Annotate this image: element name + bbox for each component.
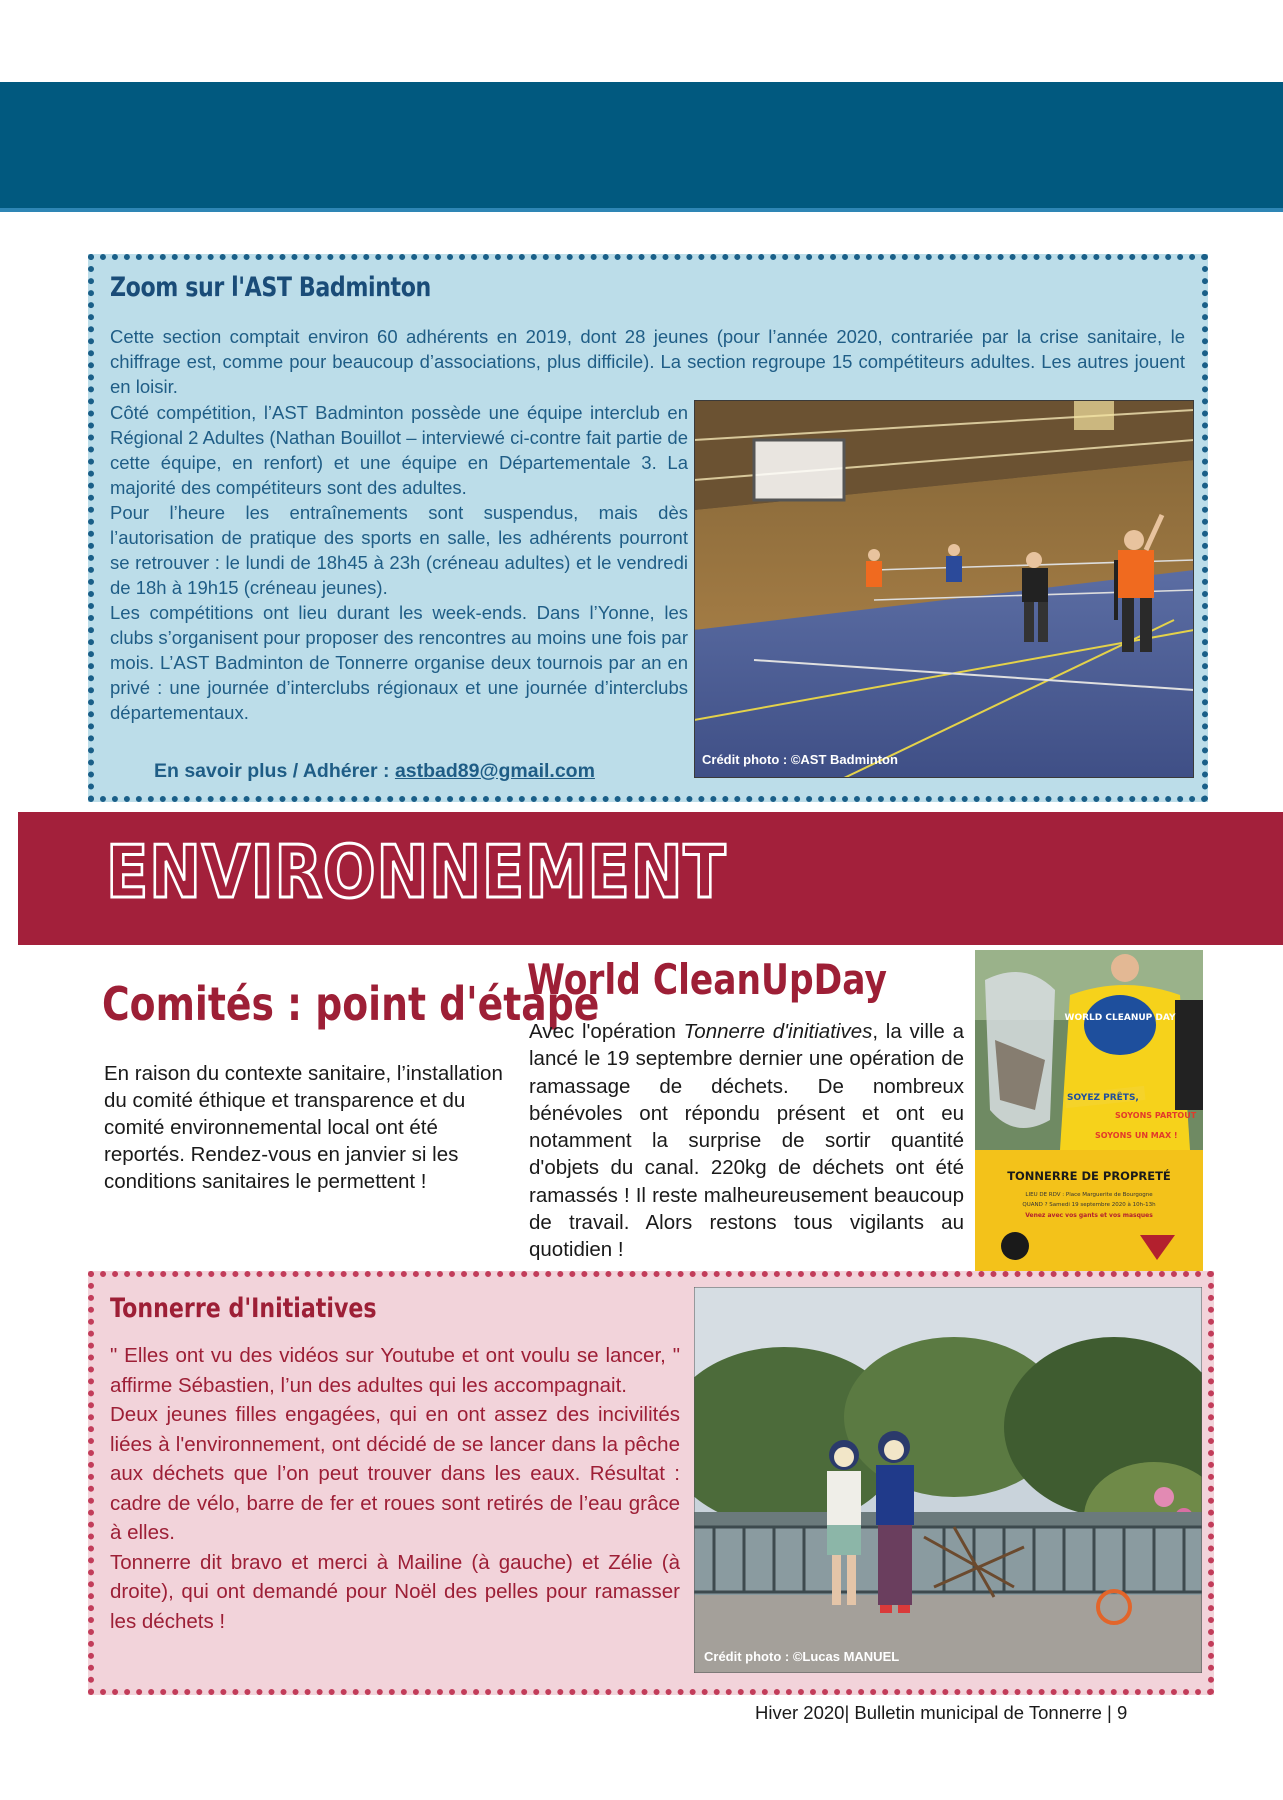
section-title: ENVIRONNEMENT	[106, 830, 727, 914]
initiatives-paragraph: " Elles ont vu des vidéos sur Youtube et ont voulu se lancer, " affirme Sébastien, l’un des adultes qui les accompagnait.	[110, 1344, 680, 1397]
cleanup-text-end: , la ville a lancé le 19 septembre dernier une opération de ramassage de déchets. De nombreux bénévoles ont répondu présent et ont eu notamment la surprise de sortir quantité d'objets du canal. 220kg de déchets ont été ramassés ! Il reste malheureusement beaucoup de travail. Alors restons tous vigilants au quotidien !	[529, 1020, 964, 1262]
cleanup-title: World CleanUpDay	[527, 955, 887, 1004]
poster-line-1: LIEU DE RDV : Place Marguerite de Bourgogne	[1025, 1192, 1153, 1198]
initiatives-photo	[694, 1287, 1202, 1673]
cleanup-poster	[975, 950, 1203, 1272]
initiatives-paragraph: Deux jeunes filles engagées, qui en ont assez des incivilités liées à l'environnement, ont décidé de se lancer dans la pêche aux déchets que l’on peut trouver dans les eaux. Résultat : cadre de vélo, barre de fer et roues sont retirés de l’eau grâce à elles.	[110, 1403, 680, 1544]
badminton-box	[88, 254, 1208, 802]
shirt-text: WORLD CLEANUP DAY	[1064, 1013, 1176, 1023]
badminton-body	[110, 400, 688, 725]
page-footer: Hiver 2020| Bulletin municipal de Tonnerre | 9	[755, 1702, 1128, 1723]
comites-title: Comités : point d'étape	[102, 977, 600, 1031]
badminton-gym-photo	[694, 400, 1194, 778]
initiatives-paragraph: Tonnerre dit bravo et merci à Mailine (à gauche) et Zélie (à droite), qui ont demandé pour Noël des pelles pour ramasser les déchets !	[110, 1550, 680, 1633]
poster-illustration	[975, 950, 1203, 1272]
initiatives-box	[88, 1271, 1214, 1695]
river-photo-illustration	[694, 1287, 1202, 1673]
gym-illustration	[694, 400, 1194, 778]
cleanup-text-italic: Tonnerre d'initiatives	[683, 1020, 873, 1043]
badminton-paragraph: Pour l’heure les entraînements sont suspendus, mais dès l’autorisation de pratique des sports en salle, les adhérents pourront se retrouver : le lundi de 18h45 à 23h (créneau adultes) et le vendredi de 18h à 19h15 (créneau jeunes).	[110, 502, 688, 598]
poster-tag-3: SOYONS UN MAX !	[1095, 1131, 1178, 1140]
badminton-title: Zoom sur l'AST Badminton	[110, 272, 431, 303]
header-band	[0, 82, 1283, 212]
badminton-more-info	[154, 760, 595, 783]
environnement-banner	[18, 812, 1283, 945]
badminton-paragraph: Les compétitions ont lieu durant les week-ends. Dans l’Yonne, les clubs s’organisent pour proposer des rencontres au moins une fois par mois. L’AST Badminton de Tonnerre organise deux tournois par an en privé : une journée d’interclubs régionaux et une journée d’interclubs départementaux.	[110, 602, 688, 723]
cleanup-text-start: Avec l'opération	[529, 1020, 684, 1043]
poster-tag-2: SOYONS PARTOUT	[1115, 1111, 1197, 1120]
badminton-paragraph: Côté compétition, l’AST Badminton possède une équipe interclub en Régional 2 Adultes (Nathan Bouillot – interviewé ci-contre fait partie de cette équipe, en renfort) et une équipe en Départementale 3. La majorité des compétiteurs sont des adultes.	[110, 402, 688, 498]
email-link[interactable]: astbad89@gmail.com	[394, 760, 595, 782]
poster-headline: TONNERRE DE PROPRETÉ	[1007, 1169, 1171, 1183]
poster-tag-1: SOYEZ PRÊTS,	[1067, 1093, 1139, 1103]
initiatives-body	[110, 1341, 680, 1636]
cleanup-text	[529, 1018, 964, 1264]
initiatives-title: Tonnerre d'Initiatives	[110, 1293, 377, 1324]
more-label: En savoir plus / Adhérer :	[154, 760, 395, 782]
photo-credit: Crédit photo : ©Lucas MANUEL	[704, 1649, 900, 1664]
photo-credit: Crédit photo : ©AST Badminton	[702, 752, 898, 767]
comites-text: En raison du contexte sanitaire, l’installation du comité éthique et transparence et du comité environnemental local ont été reportés. Rendez-vous en janvier si les conditions sanitaires le permettent !	[104, 1062, 503, 1193]
poster-line-3: Venez avec vos gants et vos masques	[1025, 1212, 1153, 1219]
poster-line-2: QUAND ? Samedi 19 septembre 2020 à 10h-13h	[1022, 1202, 1156, 1208]
badminton-intro: Cette section comptait environ 60 adhérents en 2019, dont 28 jeunes (pour l’année 2020, contrariée par la crise sanitaire, le chiffrage est, comme pour beaucoup d’associations, plus difficile). La section regroupe 15 compétiteurs adultes. Les autres jouent en loisir.	[110, 326, 1185, 397]
